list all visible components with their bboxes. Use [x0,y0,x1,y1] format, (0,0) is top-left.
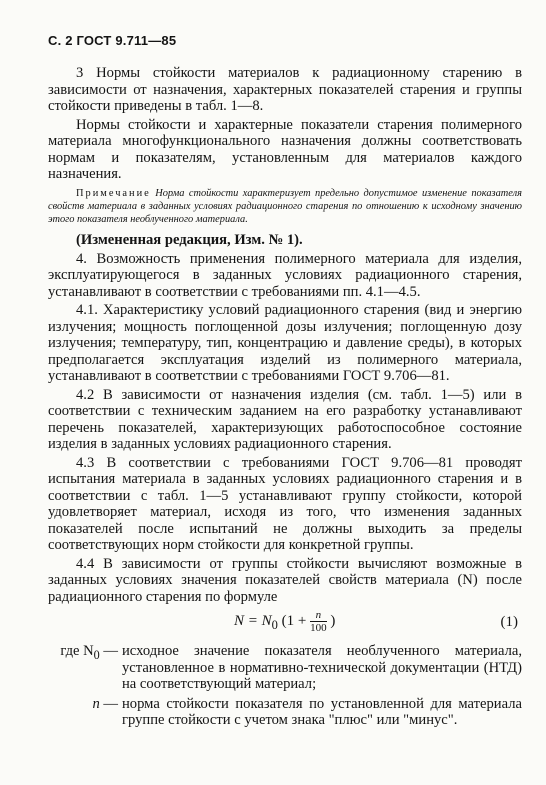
where-label [48,643,122,693]
formula-sub: 0 [271,617,278,632]
formula-close: ) [330,612,336,629]
paragraph-4-1: 4.1. Характеристику условий радиационного старения (вид и энергию излучения; мощность поглощенной дозы излучения; поглощенную дозу излучения; температуру, тип, концентрацию и давление среды), в которых предполагается эксплуатация изделий из полимерного материала, устанавливают в соответствии с требованиями ГОСТ 9.706—81. [48,302,522,384]
paragraph-4-2: 4.2 В зависимости от назначения изделия (см. табл. 1—5) или в соответствии с техническим заданием на его разработку устанавливают перечень показателей, характеризующих работоспособное состояние изделия в заданных условиях радиационного старения. [48,386,522,452]
where-text: исходное значение показателя необлученного материала, установленное в нормативно-технической документации (НТД) на соответствующий материал; [122,643,522,692]
where-dash: — [99,695,118,712]
formula-expression [234,609,335,634]
note-label: Примечание [76,187,151,199]
paragraph-4-3: 4.3 В соответствии с требованиями ГОСТ 9.706—81 проводят испытания материала в заданных условиях радиационного старения и в соответствии с табл. 1—5 устанавливают группу стойкости, которой удовлетворяет материал, исходя из того, что изменения заданных показателей после испытаний не должны выходить за пределы соответствующих норм стойкости для конкретной группы. [48,454,522,553]
where-list [48,643,522,729]
where-var: где N [60,643,94,659]
where-dash: — [99,643,118,659]
where-item [48,696,522,729]
where-var: n [92,695,100,712]
formula-1 [48,607,522,639]
paragraph-3: 3 Нормы стойкости материалов к радиационному старению в зависимости от назначения, характерных показателей старения и группы стойкости приведены в табл. 1—8. [48,65,522,114]
paragraph-3b: Нормы стойкости и характерные показатели старения полимерного материала многофункционального назначения должны соответствовать нормам и показателям, установленным для материалов каждого назначения. [48,116,522,182]
page-header: С. 2 ГОСТ 9.711—85 [48,33,177,48]
formula-fraction [310,609,327,634]
paragraph-4-4: 4.4 В зависимости от группы стойкости вычисляют возможные в заданных условиях значения показателей свойств материала (N) после радиационного старения по формуле [48,555,522,605]
edition-note: (Измененная редакция, Изм. № 1). [76,231,303,248]
document-body [48,65,522,732]
formula-denominator: 100 [310,622,327,634]
formula-open: (1 + [281,612,307,629]
paragraph-4: 4. Возможность применения полимерного материала для изделия, эксплуатирующегося в заданных условиях радиационного старения, устанавливают в соответствии с требованиями пп. 4.1—4.5. [48,250,522,300]
where-sub: 0 [93,647,100,662]
where-text: норма стойкости показателя по установленной для материала группе стойкости с учетом знака "плюс" или "минус". [122,695,522,728]
formula-lhs: N = N [234,612,272,629]
formula-numerator: n [310,609,327,622]
note [48,187,522,226]
where-label [48,696,122,729]
formula-number: (1) [500,614,518,630]
where-item [48,643,522,693]
note-text: Норма стойкости характеризует предельно допустимое изменение показателя свойств материала в заданных условиях радиационного старения по отношению к исходному значению этого показателя необлученного материала. [48,187,522,225]
